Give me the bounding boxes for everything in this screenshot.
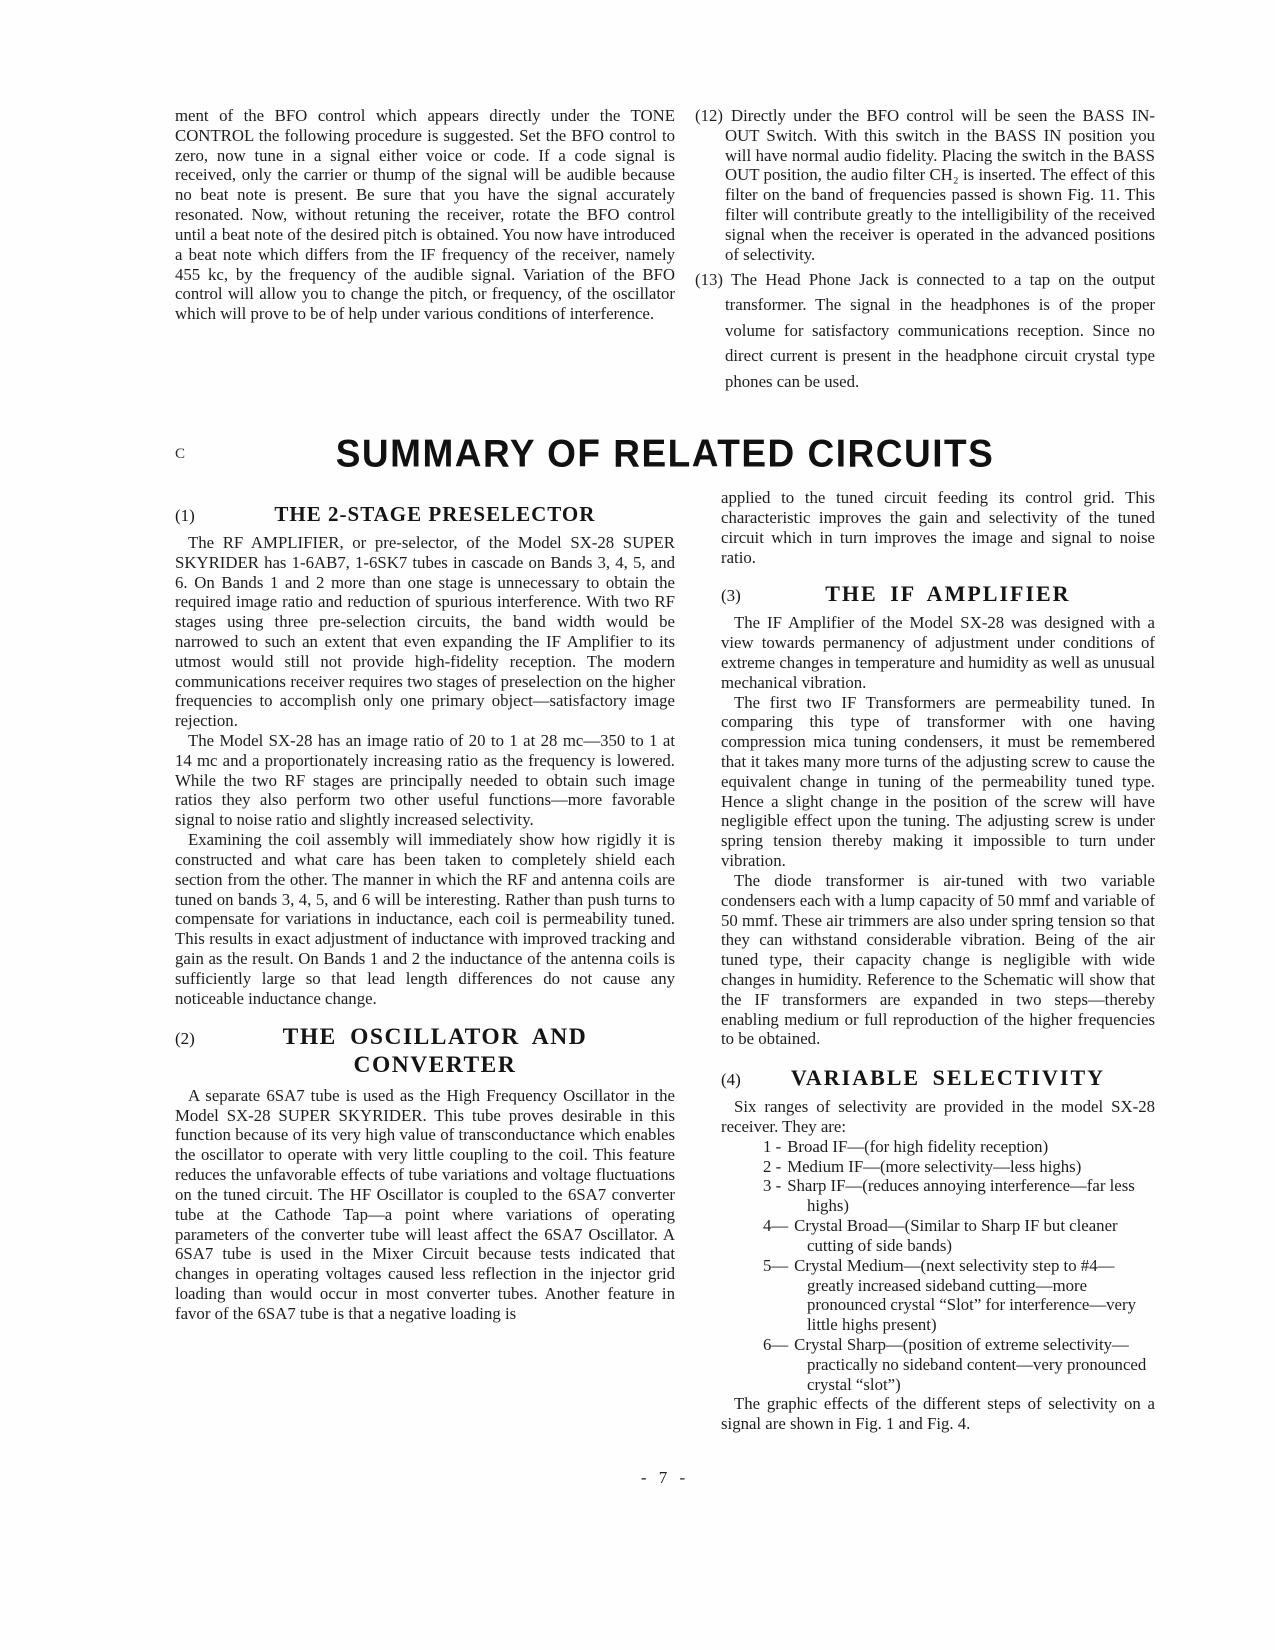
list-item-text: Medium IF—(more selectivity—less highs)	[787, 1156, 1082, 1176]
numbered-item-12	[695, 106, 1155, 265]
list-item	[763, 1216, 1155, 1256]
list-item	[763, 1176, 1155, 1216]
section-title: THE IF AMPLIFIER	[825, 581, 1071, 607]
list-item	[763, 1157, 1155, 1177]
paragraph-continuation: applied to the tuned circuit feeding its control grid. This characteristic improves the gain and selectivity of the tuned circuit which in turn improves the image and signal to noise ratio.	[721, 488, 1155, 567]
list-item-marker: 1 -	[763, 1136, 782, 1156]
top-left-column	[175, 106, 675, 394]
list-item-text: Crystal Sharp—(position of extreme selectivity— practically no sideband content—very pronounced crystal “slot”)	[794, 1334, 1147, 1394]
list-item	[763, 1137, 1155, 1157]
item-number: (13)	[695, 269, 723, 289]
item-text: The Head Phone Jack is connected to a tap on the output transformer. The signal in the headphones is of the proper volume for satisfactory communications reception. Since no direct current is present in the headphone circuit crystal type phones can be used.	[725, 269, 1155, 391]
list-item	[763, 1256, 1155, 1335]
main-right-column	[695, 488, 1155, 1434]
paragraph: The Model SX-28 has an image ratio of 20 to 1 at 28 mc—350 to 1 at 14 mc and a proportionately increasing ratio as the frequency is lowered. While the two RF stages are principally needed to obtain such image ratios they also perform two other useful functions—more favorable signal to noise ratio and slightly increased selectivity.	[175, 731, 675, 830]
main-block	[175, 488, 1155, 1434]
numbered-item-13	[695, 267, 1155, 395]
section-number: (3)	[721, 586, 741, 606]
item-text: Directly under the BFO control will be seen the BASS IN-OUT Switch. With this switch in the BASS IN position you will have normal audio fidelity. Placing the switch in the BASS OUT position, the audio filter CH₂ is inserted. The effect of this filter on the band of frequencies passed is shown Fig. 11. This filter will contribute greatly to the intelligibility of the received signal when the receiver is operated in the advanced positions of selectivity.	[725, 106, 1155, 264]
main-left-column	[175, 488, 675, 1434]
section-4-heading	[721, 1065, 1155, 1091]
paragraph-selectivity-intro: Six ranges of selectivity are provided in the model SX-28 receiver. They are:	[721, 1097, 1155, 1136]
scan-stray-mark: C	[175, 446, 186, 463]
item-number: (12)	[695, 106, 723, 125]
paragraph: The RF AMPLIFIER, or pre-selector, of the Model SX-28 SUPER SKYRIDER has 1-6AB7, 1-6SK7 tubes in cascade on Bands 3, 4, 5, and 6. On Bands 1 and 2 more than one stage is unnecessary to obtain the required image ratio and reduction of spurious interference. With two RF stages using three pre-selection circuits, the band width would be narrowed to such an extent that even expanding the IF Amplifier to its utmost would still not provide high-fidelity reception. The modern communications receiver requires two stages of preselection on the higher frequencies to accomplish only one primary object—satisfactory image rejection.	[175, 532, 675, 731]
selectivity-list	[721, 1137, 1155, 1395]
top-block	[175, 106, 1155, 394]
list-item-marker: 3 -	[763, 1176, 782, 1196]
list-item-text: Sharp IF—(reduces annoying interference—far less highs)	[787, 1176, 1135, 1216]
list-item-marker: 2 -	[763, 1156, 782, 1176]
section-1-heading	[175, 502, 675, 527]
section-number: (1)	[175, 506, 195, 526]
top-right-column	[695, 106, 1155, 394]
section-number: (4)	[721, 1070, 741, 1090]
paragraph-bfo-continuation: ment of the BFO control which appears directly under the TONE CONTROL the following procedure is suggested. Set the BFO control to zero, now tune in a signal either voice or code. If a code signal is received, only the carrier or thump of the signal will be audible because no beat note is present. Be sure that you have the signal accurately resonated. Now, without retuning the receiver, rotate the BFO control until a beat note of the desired pitch is obtained. You now have introduced a beat note which differs from the IF frequency of the receiver, namely 455 kc, by the frequency of the audible signal. Variation of the BFO control will allow you to change the pitch, or frequency, of the oscillator which will prove to be of help under various conditions of interference.	[175, 106, 675, 324]
section-title: THE 2-STAGE PRESELECTOR	[274, 502, 596, 527]
section-number: (2)	[175, 1029, 195, 1049]
list-item-marker: 5—	[763, 1255, 789, 1275]
section-2-heading	[175, 1024, 675, 1079]
paragraph: The IF Amplifier of the Model SX-28 was designed with a view towards permanency of adjustment under conditions of extreme changes in temperature and humidity as well as unusual mechanical vibration.	[721, 613, 1155, 692]
list-item-text: Crystal Medium—(next selectivity step to #4— greatly increased sideband cutting—more pronounced crystal “Slot” for interference—very little highs present)	[794, 1255, 1136, 1335]
list-item-marker: 6—	[763, 1334, 789, 1354]
section-3-heading	[721, 581, 1155, 607]
paragraph: Examining the coil assembly will immediately show how rigidly it is constructed and what care has been taken to completely shield each section from the other. The manner in which the RF and antenna coils are tuned on bands 3, 4, 5, and 6 will be interesting. Rather than push turns to compensate for variations in inductance, each coil is permeability tuned. This results in exact adjustment of inductance with improved tracking and gain as the result. On Bands 1 and 2 the inductance of the antenna coils is sufficiently large so that lead length differences do not cause any noticeable inductance change.	[175, 830, 675, 1008]
list-item	[763, 1335, 1155, 1394]
list-item-marker: 4—	[763, 1216, 789, 1236]
paragraph: The first two IF Transformers are permeability tuned. In comparing this type of transformer with one having compression mica tuning condensers, it must be remembered that it takes many more turns of the adjusting screw to cause the equivalent change in tuning of the permeability tuned type. Hence a slight change in the position of the screw will have negligible effect upon the tuning. The adjusting screw is under spring tension thereby making it impossible to turn under vibration.	[721, 692, 1155, 871]
title-row	[175, 432, 1155, 478]
section-title: VARIABLE SELECTIVITY	[790, 1065, 1106, 1091]
list-item-text: Broad IF—(for high fidelity reception)	[787, 1136, 1049, 1156]
section-title: THE OSCILLATOR AND CONVERTER	[282, 1024, 588, 1079]
paragraph-closing: The graphic effects of the different steps of selectivity on a signal are shown in Fig. 1 and Fig. 4.	[721, 1394, 1155, 1434]
paragraph: A separate 6SA7 tube is used as the High Frequency Oscillator in the Model SX-28 SUPER SKYRIDER. This tube proves desirable in this function because of its very high value of transconductance which enables the oscillator to operate with very little coupling to the coil. This feature reduces the unfavorable effects of tube variations and voltage fluctuations on the tuned circuit. The HF Oscillator is coupled to the 6SA7 converter tube at the Cathode Tap—a point where variations of operating parameters of the converter tube will least affect the 6SA7 Oscillator. A 6SA7 tube is used in the Mixer Circuit because tests indicated that changes in operating voltages caused less reflection in the injector grid loading than would occur in most converter tubes. Another feature in favor of the 6SA7 tube is that a negative loading is	[175, 1085, 675, 1323]
page-title: SUMMARY OF RELATED CIRCUITS	[335, 432, 995, 475]
paragraph: The diode transformer is air-tuned with two variable condensers each with a lump capacity of 50 mmf and variable of 50 mmf. These air trimmers are also under spring tension so that they can withstand considerable vibration. Being of the air tuned type, their capacity change is negligible with wide changes in humidity. Reference to the Schematic will show that the IF transformers are expanded in two steps—thereby enabling medium or full reproduction of the higher frequencies to be obtained.	[721, 870, 1155, 1049]
list-item-text: Crystal Broad—(Similar to Sharp IF but cleaner cutting of side bands)	[794, 1216, 1118, 1255]
page-number: - 7 -	[640, 1468, 690, 1487]
